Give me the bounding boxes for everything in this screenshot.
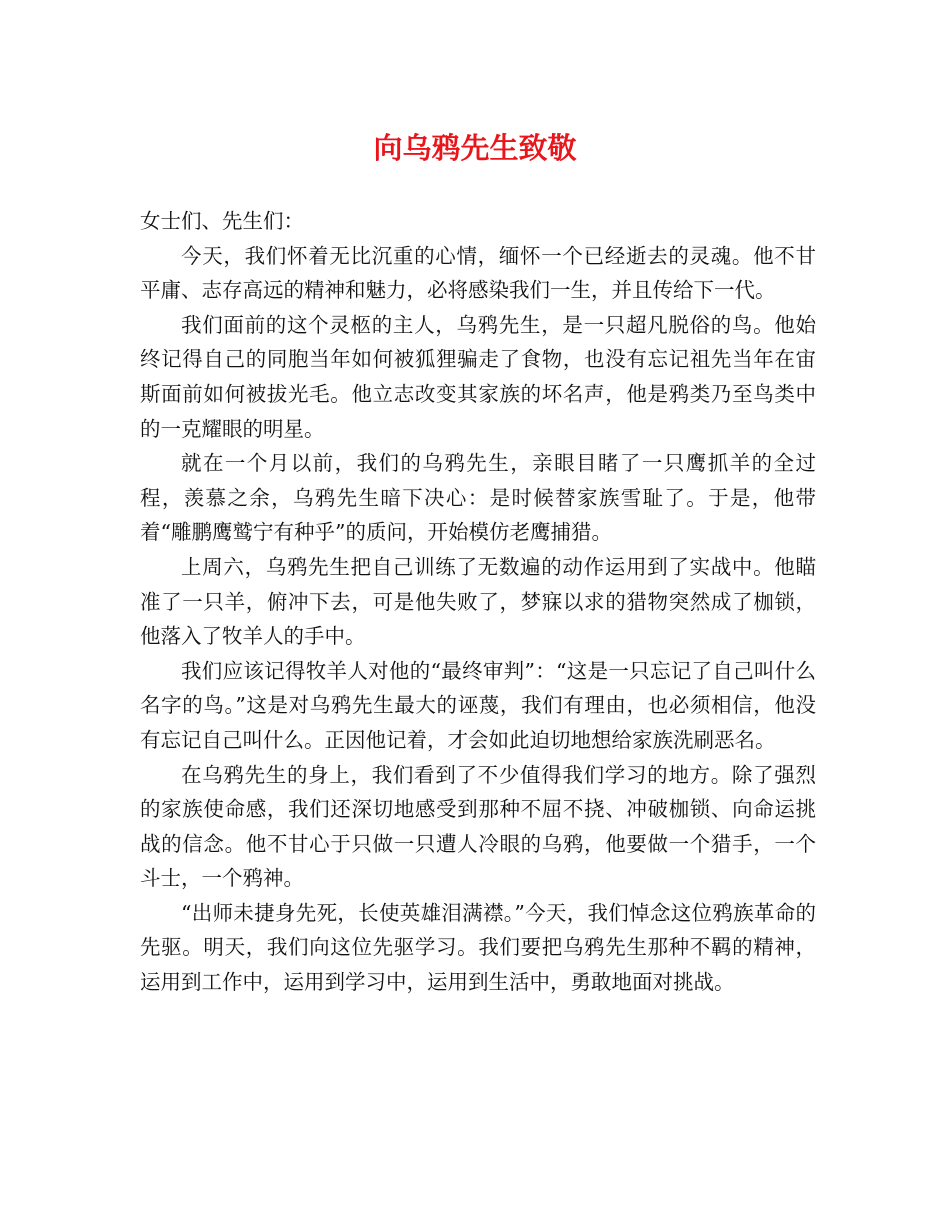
paragraph: 就在一个月以前，我们的乌鸦先生，亲眼目睹了一只鹰抓羊的全过程，羡慕之余，乌鸦先生暗下决心：是时候替家族雪耻了。于是，他带着“雕鹏鹰鹫宁有种乎”的质问，开始模仿老鹰捕猎。 xyxy=(140,451,816,545)
document-title: 向乌鸦先生致敬 xyxy=(373,131,577,165)
paragraph: 我们应该记得牧羊人对他的“最终审判”：“这是一只忘记了自己叫什么名字的鸟。”这是对乌鸦先生最大的诬蔑，我们有理由，也必须相信，他没有忘记自己叫什么。正因他记着，才会如此迫切地想给家族洗刷恶名。 xyxy=(140,658,816,752)
paragraph: 今天，我们怀着无比沉重的心情，缅怀一个已经逝去的灵魂。他不甘平庸、志存高远的精神和魅力，必将感染我们一生，并且传给下一代。 xyxy=(140,243,816,303)
document-body xyxy=(140,204,816,1000)
paragraph: “出师未捷身先死，长使英雄泪满襟。”今天，我们悼念这位鸦族革命的先驱。明天，我们向这位先驱学习。我们要把乌鸦先生那种不羁的精神，运用到工作中，运用到学习中，运用到生活中，勇敢地面对挑战。 xyxy=(140,900,816,995)
salutation: 女士们、先生们： xyxy=(140,209,304,233)
paragraph: 我们面前的这个灵柩的主人，乌鸦先生，是一只超凡脱俗的鸟。他始终记得自己的同胞当年如何被狐狸骗走了食物，也没有忘记祖先当年在宙斯面前如何被拔光毛。他立志改变其家族的坏名声，他是鸦类乃至鸟类中的一克耀眼的明星。 xyxy=(140,312,816,441)
paragraph: 上周六，乌鸦先生把自己训练了无数遍的动作运用到了实战中。他瞄准了一只羊，俯冲下去，可是他失败了，梦寐以求的猎物突然成了枷锁，他落入了牧羊人的手中。 xyxy=(140,554,816,649)
paragraph: 在乌鸦先生的身上，我们看到了不少值得我们学习的地方。除了强烈的家族使命感，我们还深切地感受到那种不屈不挠、冲破枷锁、向命运挑战的信念。他不甘心于只做一只遭人冷眼的乌鸦，他要做一个猎手，一个斗士，一个鸦神。 xyxy=(140,762,816,891)
